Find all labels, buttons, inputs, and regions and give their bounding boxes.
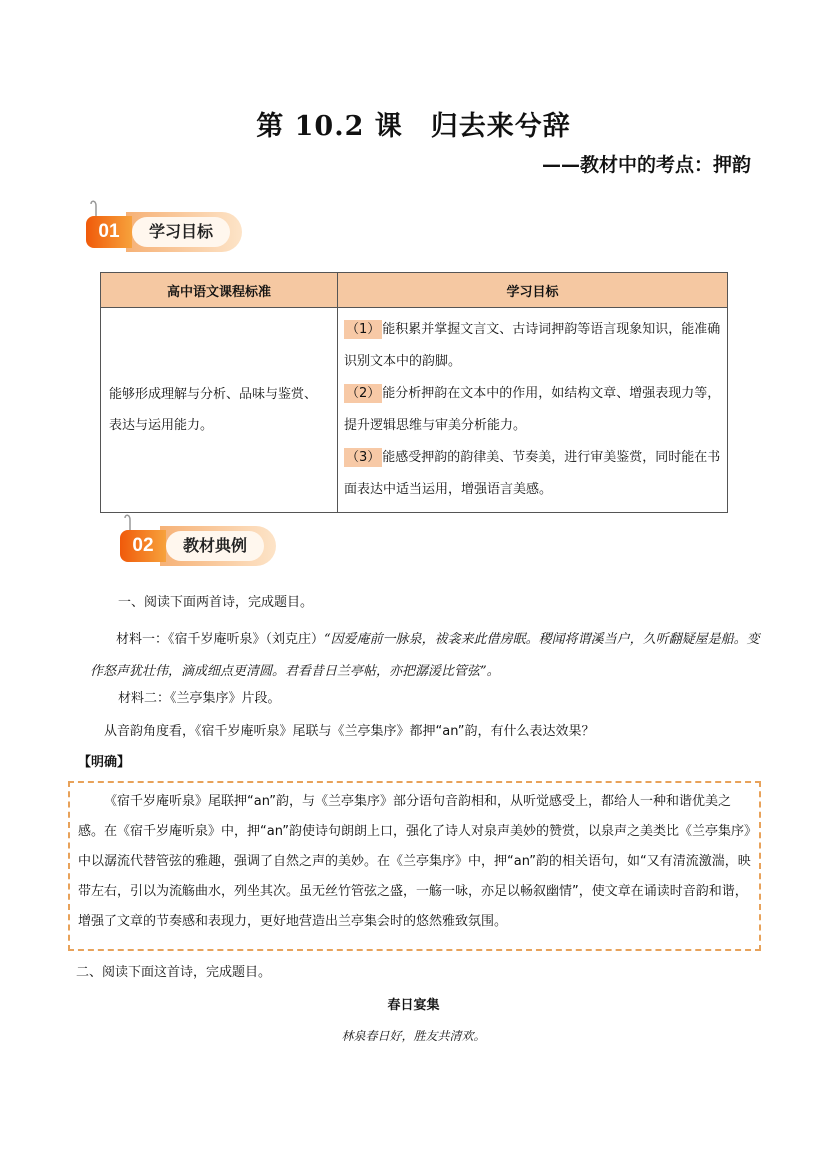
goal-item [344,378,721,442]
question-2-intro: 二、阅读下面这首诗，完成题目。 [76,965,272,980]
section-number: 02 [120,530,166,562]
section-number: 01 [86,216,132,248]
goals-table [100,272,728,513]
goal-item [344,442,721,506]
standard-cell: 能够形成理解与分析、品味与鉴赏、表达与运用能力。 [101,308,338,513]
section-badge-learning-goals [86,210,246,254]
answer-box: 《宿千岁庵听泉》尾联押“an”韵，与《兰亭集序》部分语句音韵相和，从听觉感受上，都给人一种和谐优美之感。在《宿千岁庵听泉》中，押“an”韵使诗句朗朗上口，强化了诗人对泉声美妙的赞赏，以泉声之美类比《兰亭集序》中以潺流代替管弦的雅趣，强调了自然之声的美妙。在《兰亭集序》中，押“an”韵的相关语句，如“又有清流激湍，映带左右，引以为流觞曲水，列坐其次。虽无丝竹管弦之盛，一觞一咏，亦足以畅叙幽情”，使文章在诵读时音韵和谐，增强了文章的节奏感和表现力，更好地营造出兰亭集会时的悠然雅致氛围。 [68,781,761,951]
poem-title: 春日宴集 [387,998,440,1013]
material-1 [90,624,762,688]
section-label: 教材典例 [166,531,264,561]
section-label-bg [126,212,242,252]
goal-text: 能积累并掌握文言文、古诗词押韵等语言现象知识，能准确识别文本中的韵脚。 [344,322,721,369]
section-label-bg [160,526,276,566]
page-title: 第 10.2 课 归去来兮辞 [256,111,571,142]
question-1-intro: 一、阅读下面两首诗，完成题目。 [118,595,314,610]
goal-marker: （3） [346,450,381,465]
material-2: 材料二：《兰亭集序》片段。 [118,691,281,706]
hook-icon [124,512,136,532]
material-1-poem: “因爱庵前一脉泉，祓衾来此借房眠。稷闻将谓溪当户，久听翻疑屋是船。变作怒声犹壮伟，滴成细点更清圆。君看昔日兰亭帖，亦把潺湲比管弦”。 [90,632,760,679]
section-label: 学习目标 [132,217,230,247]
goal-item [344,314,721,378]
question-text: 从音韵角度看，《宿千岁庵听泉》尾联与《兰亭集序》都押“an”韵，有什么表达效果？ [104,724,595,739]
goal-text: 能感受押韵的韵律美、节奏美，进行审美鉴赏，同时能在书面表达中适当运用，增强语言美感。 [344,450,721,497]
page-subtitle: ——教材中的考点：押韵 [541,154,751,176]
goal-text: 能分析押韵在文本中的作用，如结构文章、增强表现力等，提升逻辑思维与审美分析能力。 [344,386,721,433]
goal-marker: （2） [346,386,381,401]
goal-marker: （1） [346,322,381,337]
answer-label: 【明确】 [78,755,131,770]
table-header-standard: 高中语文课程标准 [101,273,338,308]
section-badge-textbook-examples [120,524,280,568]
poem-line: 林泉春日好，胜友共清欢。 [341,1029,486,1043]
material-1-label: 材料一：《宿千岁庵听泉》（刘克庄） [116,632,325,647]
hook-icon [90,198,102,218]
goals-cell [338,308,728,513]
table-header-goals: 学习目标 [338,273,728,308]
